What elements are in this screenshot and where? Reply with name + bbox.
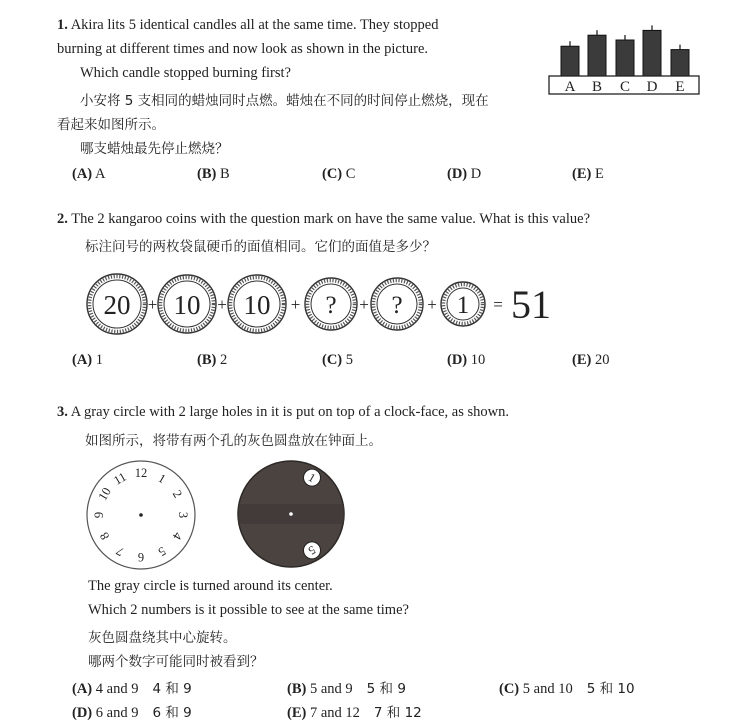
coin <box>305 278 357 330</box>
q2-option-0[interactable] <box>72 352 103 369</box>
clock-number: 10 <box>95 485 114 503</box>
equals-sign: = <box>493 295 503 314</box>
coin <box>228 275 286 333</box>
disc-hole <box>304 542 321 559</box>
candle-label: A <box>564 79 576 95</box>
option-label: (C) <box>322 352 343 368</box>
candle-label: B <box>591 79 603 95</box>
coin-value: 1 <box>456 292 470 319</box>
option-text-zh: 5 和 9 <box>366 681 406 697</box>
q1-zh-question: 哪支蜡烛最先停止燃烧？ <box>80 141 229 157</box>
option-label: (A) <box>72 352 93 368</box>
q1-option-1[interactable] <box>197 166 230 183</box>
option-text-zh: 7 和 12 <box>373 705 422 721</box>
option-label: (B) <box>197 166 217 182</box>
q2-option-3[interactable] <box>447 352 485 369</box>
candle-figure <box>546 20 704 100</box>
coin <box>87 274 147 334</box>
q3-text2: Which 2 numbers is it possible to see at the same time? <box>88 602 409 618</box>
option-label: (B) <box>197 352 217 368</box>
disc-center <box>289 512 293 516</box>
option-label: (E) <box>572 166 592 182</box>
clock-number: 1 <box>155 471 169 487</box>
option-label: (A) <box>72 681 93 697</box>
option-label: (D) <box>447 166 468 182</box>
clock-number: 12 <box>134 466 148 480</box>
coin-value: 10 <box>243 290 271 320</box>
option-text: 5 <box>342 352 354 368</box>
option-text: 2 <box>216 352 228 368</box>
option-text: C <box>342 166 356 182</box>
coin <box>441 282 485 326</box>
q3-line <box>57 404 509 421</box>
clock-number: 2 <box>169 487 185 501</box>
coin-value: 10 <box>173 290 201 320</box>
q3-option-3[interactable] <box>72 701 192 722</box>
option-text: E <box>591 166 604 182</box>
candle-B <box>588 35 606 76</box>
option-text: D <box>467 166 482 182</box>
option-text: 5 and 10 <box>519 681 573 697</box>
option-text-zh: 6 和 9 <box>152 705 192 721</box>
clock-number: 8 <box>97 529 113 543</box>
coin-equation <box>80 272 560 338</box>
q2-option-1[interactable] <box>197 352 227 369</box>
q1-option-4[interactable] <box>572 166 604 183</box>
candle-D <box>643 30 661 76</box>
plus-sign: + <box>147 295 158 314</box>
option-text: 7 and 12 <box>306 705 360 721</box>
coin-value: 20 <box>103 290 131 320</box>
q3-option-0[interactable] <box>72 677 192 698</box>
clock-number: 6 <box>137 550 145 564</box>
hole-number: 5 <box>305 542 319 558</box>
clock-number: 3 <box>176 511 190 519</box>
q2-line <box>57 211 590 228</box>
option-text: 1 <box>92 352 104 368</box>
plus-sign: + <box>359 295 369 314</box>
option-text: 6 and 9 <box>92 705 139 721</box>
option-label: (C) <box>499 681 520 697</box>
q3-option-1[interactable] <box>287 677 406 698</box>
q1-option-2[interactable] <box>322 166 355 183</box>
q1-number: 1. <box>57 17 68 33</box>
option-label: (E) <box>572 352 592 368</box>
q2-option-4[interactable] <box>572 352 609 369</box>
clock-number: 5 <box>155 543 169 559</box>
q2-number: 2. <box>57 211 68 227</box>
option-label: (C) <box>322 166 343 182</box>
option-label: (D) <box>72 705 93 721</box>
q1-text-line1: Akira lits 5 identical candles all at the same time. They stopped <box>70 17 439 33</box>
plus-sign: + <box>427 295 437 314</box>
q1-text-line2: burning at different times and now look as shown in the picture. <box>57 41 429 57</box>
q1-option-0[interactable] <box>72 166 105 183</box>
coin-value: ? <box>391 292 403 319</box>
q3-text1: The gray circle is turned around its center. <box>88 578 333 594</box>
gray-disc <box>232 458 350 572</box>
candle-label: D <box>646 79 658 95</box>
q1-zh-line2: 看起来如图所示。 <box>57 117 165 133</box>
q3-zh2: 哪两个数字可能同时被看到？ <box>88 654 264 670</box>
option-label: (E) <box>287 705 307 721</box>
option-text: 5 and 9 <box>306 681 353 697</box>
q1-question: Which candle stopped burning first? <box>80 65 291 81</box>
q1-line1 <box>57 17 438 34</box>
q2-zh: 标注问号的两枚袋鼠硬币的面值相同。它们的面值是多少？ <box>85 239 436 255</box>
q2-option-2[interactable] <box>322 352 353 369</box>
equation-result: 51 <box>511 282 551 327</box>
candle-label: C <box>619 79 631 95</box>
option-text: B <box>216 166 230 182</box>
clock-number: 4 <box>169 529 185 543</box>
option-text-zh: 5 和 10 <box>586 681 635 697</box>
q3-number: 3. <box>57 404 68 420</box>
option-text: 20 <box>591 352 610 368</box>
plus-sign: + <box>217 295 227 314</box>
coin <box>371 278 423 330</box>
q3-zh1: 灰色圆盘绕其中心旋转。 <box>88 630 237 646</box>
q3-option-4[interactable] <box>287 701 422 722</box>
q3-text: A gray circle with 2 large holes in it is put on top of a clock-face, as shown. <box>70 404 509 420</box>
clock-number: 11 <box>111 469 129 488</box>
candle-E <box>671 50 689 76</box>
option-label: (A) <box>72 166 93 182</box>
q1-option-3[interactable] <box>447 166 481 183</box>
plus-sign: + <box>290 295 301 314</box>
clock-number: 9 <box>92 511 106 519</box>
hole-number: 1 <box>305 470 319 486</box>
clock-face <box>82 458 200 576</box>
option-text: 4 and 9 <box>92 681 139 697</box>
candle-label: E <box>675 79 685 95</box>
coin <box>158 275 216 333</box>
q2-text: The 2 kangaroo coins with the question mark on have the same value. What is this value? <box>71 211 591 227</box>
option-text: 10 <box>467 352 486 368</box>
coin-value: ? <box>325 292 337 319</box>
candle-A <box>561 46 579 76</box>
clock-center <box>139 513 143 517</box>
clock-number: 7 <box>113 543 127 559</box>
option-text: A <box>92 166 106 182</box>
option-label: (B) <box>287 681 307 697</box>
q3-zh: 如图所示，将带有两个孔的灰色圆盘放在钟面上。 <box>85 433 382 449</box>
q3-option-2[interactable] <box>499 677 635 698</box>
disc-hole <box>304 469 321 486</box>
option-label: (D) <box>447 352 468 368</box>
candle-C <box>616 40 634 76</box>
option-text-zh: 4 和 9 <box>152 681 192 697</box>
q1-zh-line1: 小安将 5 支相同的蜡烛同时点燃。蜡烛在不同的时间停止燃烧，现在 <box>80 93 489 109</box>
